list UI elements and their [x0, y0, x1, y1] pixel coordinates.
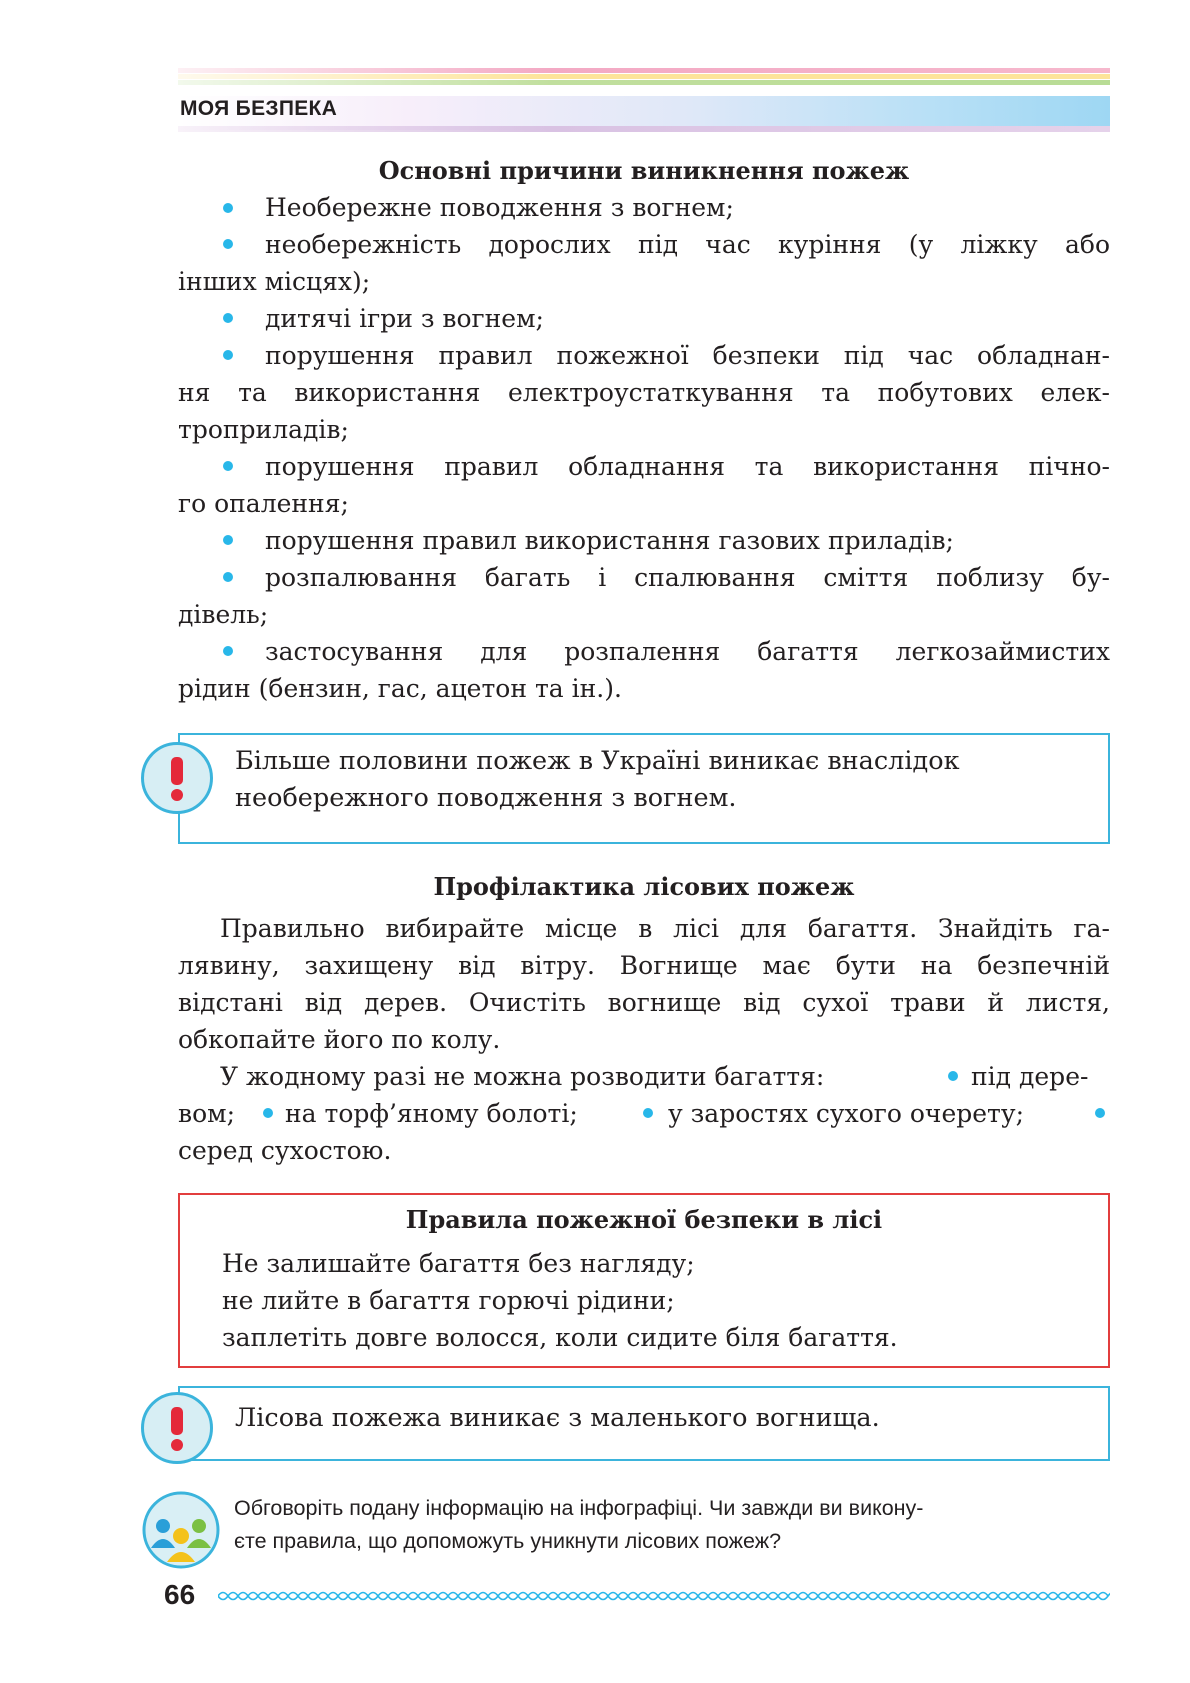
bullet: [223, 646, 233, 656]
discussion-line: Обговоріть подану інформацію на інфографіці. Чи завжди ви викону-: [234, 1496, 924, 1520]
causes-line: го опалення;: [178, 489, 349, 518]
exclamation-icon: [141, 742, 213, 814]
causes-heading: Основні причини виникнення пожеж: [378, 156, 910, 185]
prevention-line: під дере-: [971, 1062, 1089, 1091]
prevention-line: обкопайте його по колу.: [178, 1025, 501, 1054]
prevention-line: на торф’яному болоті;: [285, 1099, 578, 1128]
discussion-line: єте правила, що допоможуть уникнути лісових пожеж?: [234, 1529, 782, 1553]
header-bar-underline: [178, 126, 1110, 132]
rules-heading: Правила пожежної безпеки в лісі: [405, 1205, 883, 1234]
prevention-line: вом;: [178, 1099, 235, 1128]
causes-line: дівель;: [178, 600, 269, 629]
causes-line: ня та використання електроустаткування та побутових елек-: [178, 378, 1110, 407]
prevention-line: серед сухостою.: [178, 1136, 392, 1165]
bullet: [1095, 1108, 1105, 1118]
causes-line: розпалювання багать і спалювання сміття поблизу бу-: [265, 563, 1110, 592]
rule-line: заплетіть довге волосся, коли сидите біля багаття.: [222, 1323, 898, 1352]
causes-line: інших місцях);: [178, 267, 371, 296]
causes-line: дитячі ігри з вогнем;: [265, 304, 544, 333]
bullet: [223, 203, 233, 213]
important-note-box: [178, 1386, 1110, 1461]
prevention-line: У жодному разі не можна розводити багаття:: [220, 1062, 825, 1091]
stripe-pink: [178, 68, 1110, 73]
exclamation-icon: [141, 1392, 213, 1464]
decorative-wave-divider: [218, 1589, 1110, 1603]
causes-line: Необережне поводження з вогнем;: [265, 193, 734, 222]
bullet: [223, 572, 233, 582]
causes-line: рідин (бензин, гас, ацетон та ін.).: [178, 674, 622, 703]
prevention-line: у заростях сухого очерету;: [668, 1099, 1024, 1128]
stripe-green: [178, 80, 1110, 85]
prevention-line: Правильно вибирайте місце в лісі для багаття. Знайдіть га-: [220, 914, 1110, 943]
important-note-box: [178, 733, 1110, 844]
group-discussion-icon: [141, 1490, 221, 1570]
causes-line: порушення правил використання газових приладів;: [265, 526, 954, 555]
bullet: [223, 313, 233, 323]
causes-line: порушення правил обладнання та використання пічно-: [265, 452, 1110, 481]
causes-line: застосування для розпалення багаття легкозаймистих: [265, 637, 1110, 666]
bullet: [223, 535, 233, 545]
rule-line: не лийте в багаття горючі рідини;: [222, 1286, 675, 1315]
causes-line: необережність дорослих під час куріння (у ліжку або: [265, 230, 1110, 259]
causes-line: порушення правил пожежної безпеки під час обладнан-: [265, 341, 1110, 370]
note-line: Лісова пожежа виникає з маленького вогнища.: [235, 1403, 880, 1433]
bullet: [223, 350, 233, 360]
note-line: Більше половини пожеж в Україні виникає внаслідок: [235, 746, 960, 776]
rule-line: Не залишайте багаття без нагляду;: [222, 1249, 695, 1278]
causes-line: троприладів;: [178, 415, 349, 444]
bullet: [263, 1108, 273, 1118]
bullet: [948, 1071, 958, 1081]
header-stripes: [178, 68, 1110, 94]
note-line: необережного поводження з вогнем.: [235, 783, 737, 813]
page-number: 66: [164, 1579, 196, 1610]
bullet: [223, 461, 233, 471]
prevention-heading: Профілактика лісових пожеж: [433, 872, 855, 901]
section-title: МОЯ БЕЗПЕКА: [180, 97, 338, 120]
bullet: [643, 1108, 653, 1118]
prevention-line: відстані від дерев. Очистіть вогнище від сухої трави й листя,: [178, 988, 1110, 1017]
bullet: [223, 239, 233, 249]
prevention-line: лявину, захищену від вітру. Вогнище має бути на безпечній: [178, 951, 1110, 980]
forest-fire-rules-box: [178, 1193, 1110, 1368]
stripe-yellow: [178, 74, 1110, 79]
